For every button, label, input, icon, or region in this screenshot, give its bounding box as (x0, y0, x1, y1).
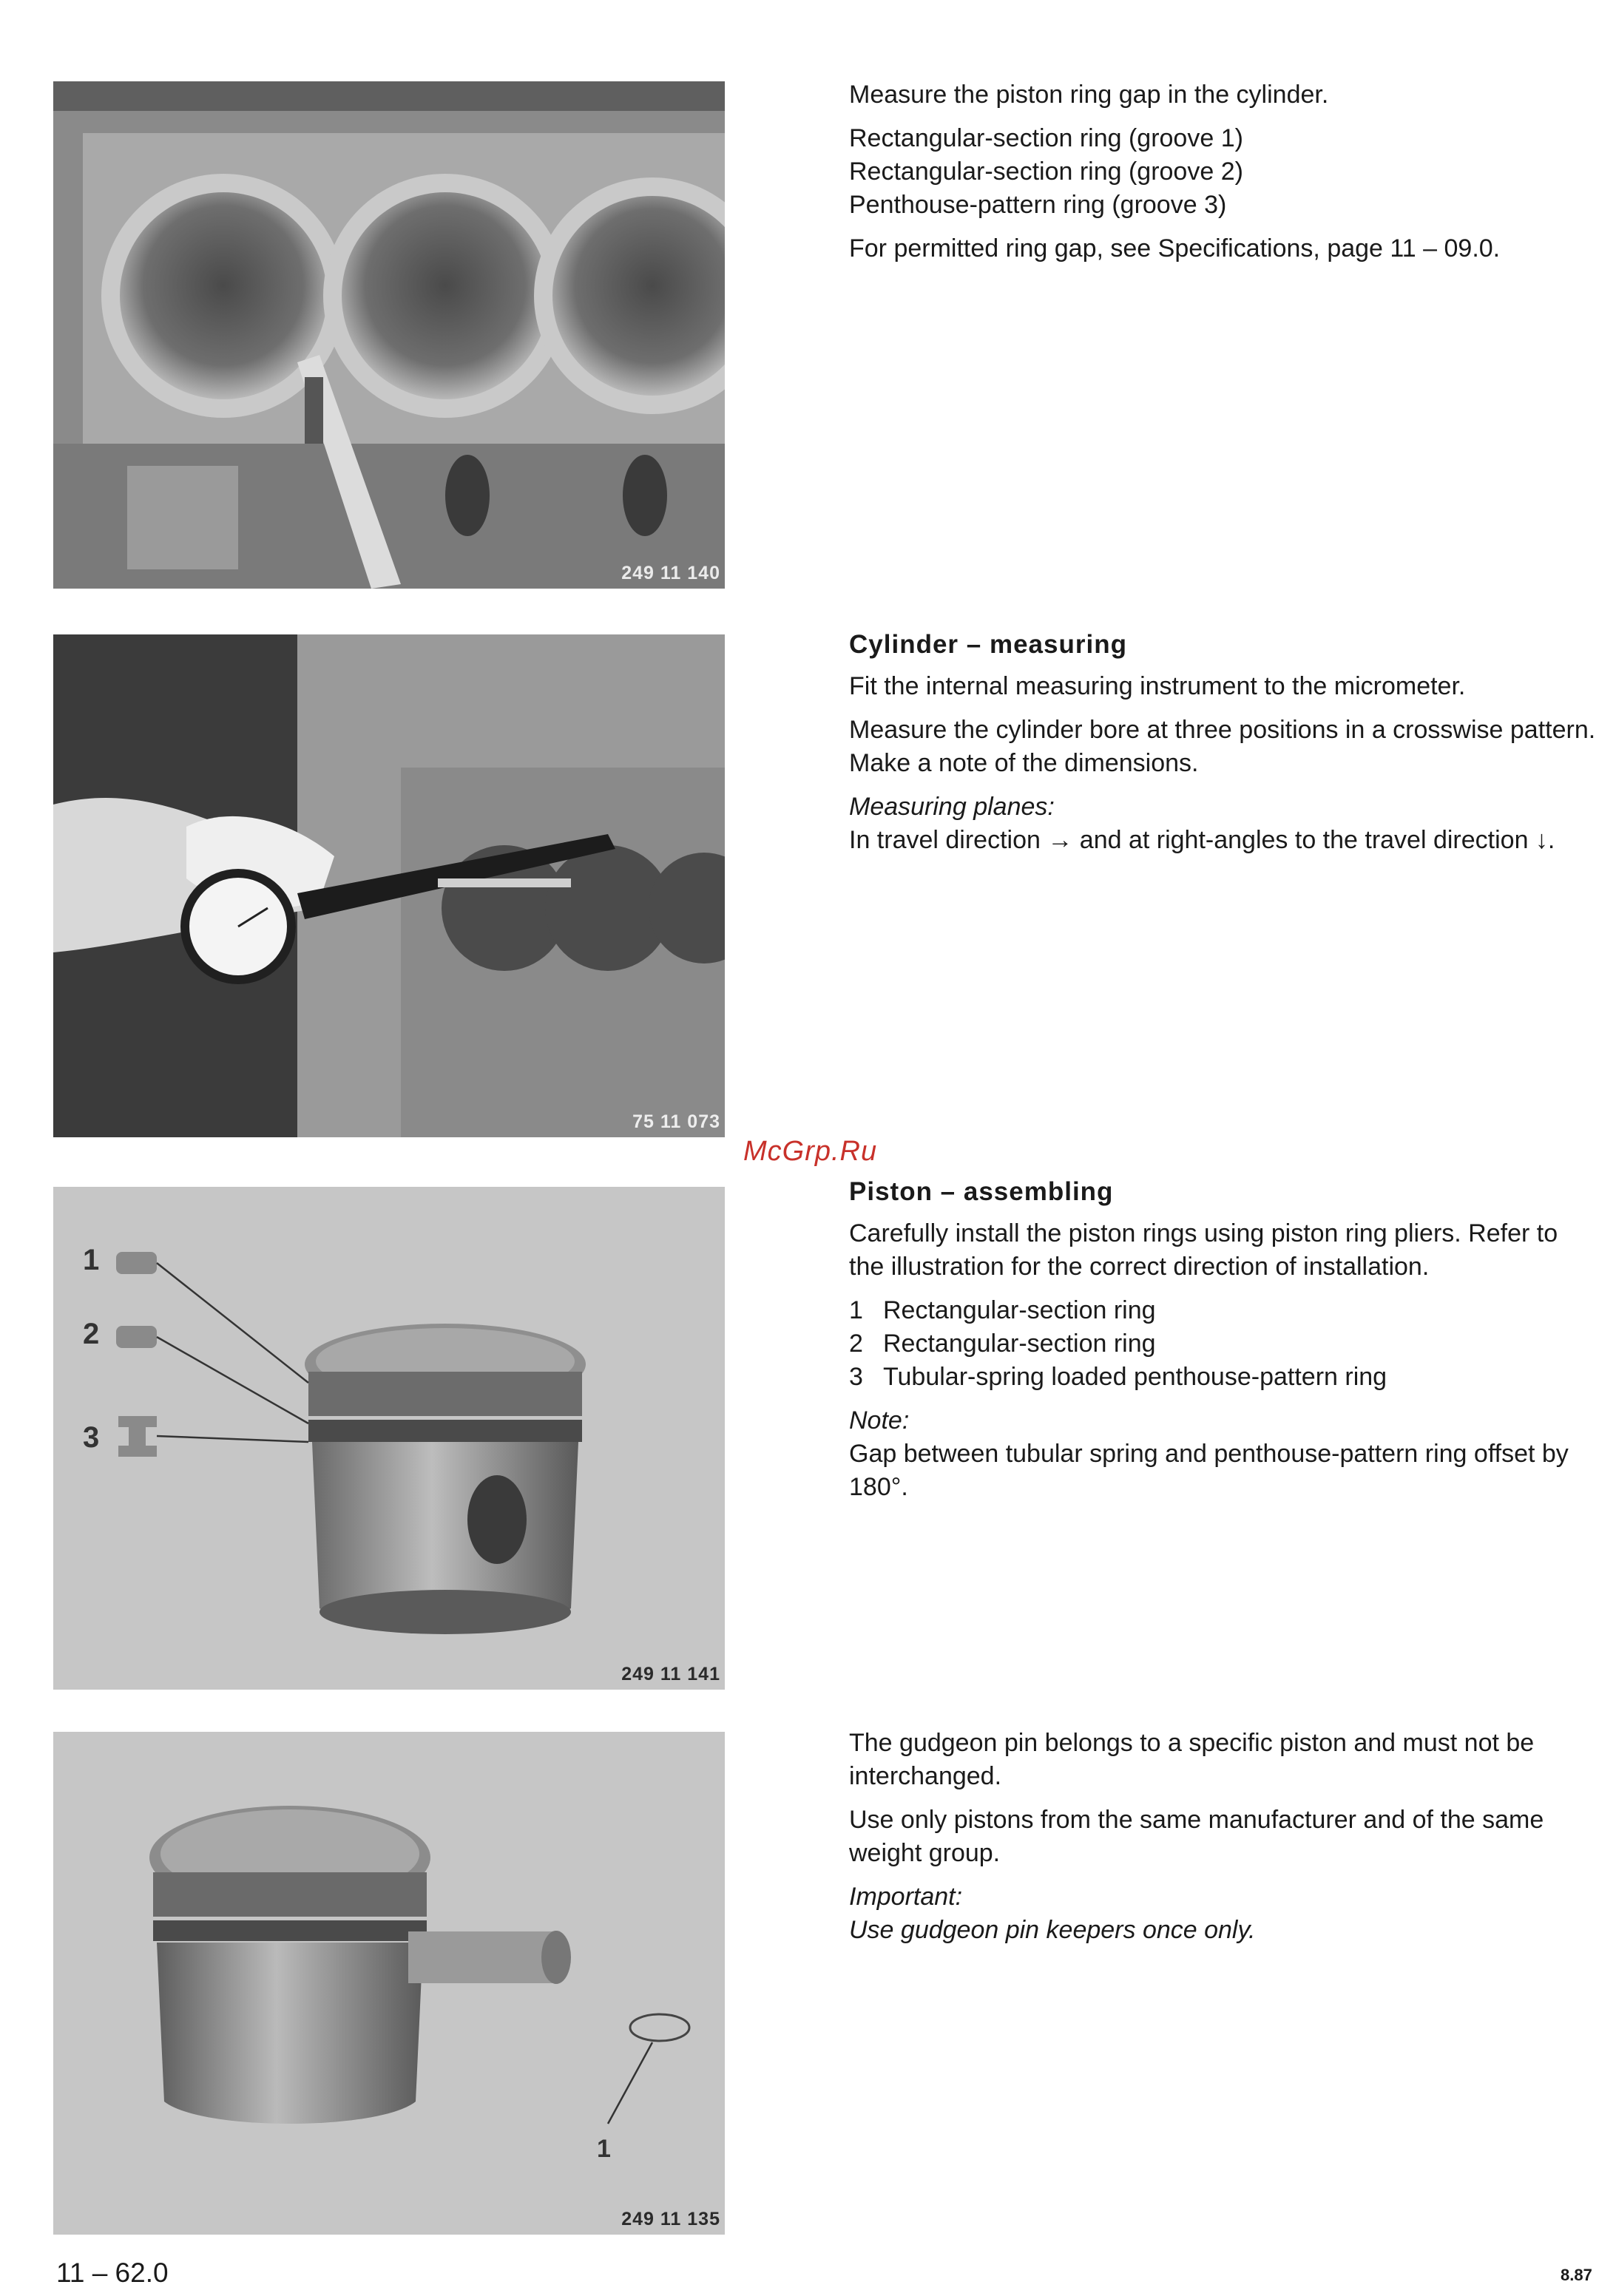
label-1: 1 (597, 2135, 611, 2163)
instruction: Measure the cylinder bore at three positions in a crosswise pattern. Make a note of the dimensions. (849, 716, 1596, 777)
section-piston-assembling (849, 1176, 1596, 1514)
list-item: 2 Rectangular-section ring (849, 1330, 1156, 1358)
figure-number: 249 11 135 (621, 2209, 720, 2229)
section-heading: Cylinder – measuring (849, 630, 1127, 659)
dial-gauge-image (53, 634, 725, 1137)
photo-piston-rings (53, 1187, 725, 1690)
instruction: Fit the internal measuring instrument to the micrometer. (849, 672, 1466, 700)
label-3: 3 (83, 1421, 100, 1454)
page-number: 11 – 62.0 (56, 2258, 169, 2288)
note-label: Measuring planes: (849, 793, 1055, 821)
instruction: Measure the piston ring gap in the cylinder. (849, 81, 1329, 109)
list-item: 1 Rectangular-section ring (849, 1296, 1156, 1324)
instruction: Carefully install the piston rings using piston ring pliers. Refer to the illustration for the correct direction of installation. (849, 1219, 1558, 1281)
photo-cylinder-block (53, 81, 725, 589)
note-label: Note: (849, 1406, 910, 1435)
important-text: Use gudgeon pin keepers once only. (849, 1916, 1256, 1944)
photo-cylinder-measuring (53, 634, 725, 1137)
instruction: Use only pistons from the same manufacturer and of the same weight group. (849, 1806, 1544, 1867)
ring-list: Rectangular-section ring (groove 1) Rectangular-section ring (groove 2) Penthouse-pattern ring (groove 3) (849, 124, 1243, 219)
cylinder-block-image (53, 81, 725, 589)
ring-2-section-icon (116, 1326, 157, 1348)
figure-number: 249 11 140 (621, 563, 720, 583)
label-1: 1 (83, 1244, 100, 1276)
important-label: Important: (849, 1883, 963, 1911)
ring-list (849, 1294, 1596, 1394)
specifications-reference: For permitted ring gap, see Specifications, page 11 – 09.0. (849, 234, 1501, 263)
figure-number: 249 11 141 (621, 1664, 720, 1684)
piston-gudgeon-image (53, 1732, 725, 2235)
photo-piston-gudgeon-pin (53, 1732, 725, 2235)
instruction: The gudgeon pin belongs to a specific piston and must not be interchanged. (849, 1729, 1535, 1790)
section-gudgeon-pin (849, 1727, 1596, 1947)
section-ring-gap (849, 78, 1596, 276)
watermark: McGrp.Ru (743, 1136, 878, 1167)
label-2: 2 (83, 1318, 100, 1350)
ring-1-section-icon (116, 1252, 157, 1274)
section-cylinder-measuring (849, 629, 1596, 867)
figure-number: 75 11 073 (632, 1111, 720, 1132)
list-item: 3 Tubular-spring loaded penthouse-pattern ring (849, 1363, 1387, 1391)
section-heading: Piston – assembling (849, 1177, 1114, 1206)
edition-date: 8.87 (1561, 2266, 1592, 2284)
note-text: Gap between tubular spring and penthouse-pattern ring offset by 180°. (849, 1440, 1569, 1501)
piston-rings-image (53, 1187, 725, 1690)
note-text: In travel direction → and at right-angles to the travel direction ↓. (849, 826, 1555, 854)
